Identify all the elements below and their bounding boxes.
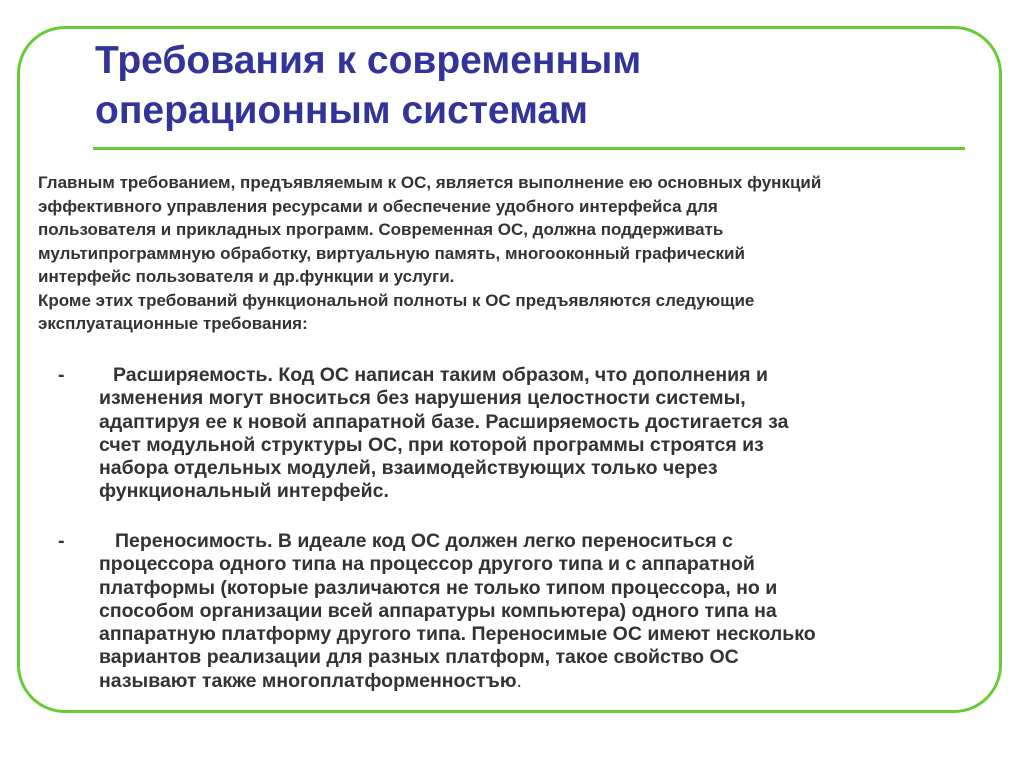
title-line: Требования к современным: [95, 39, 642, 82]
intro-line: Главным требованием, предъявляемым к ОС, является выполнение ею основных функций: [38, 173, 822, 192]
bullet-line: платформы (которые различаются не только типом процессора, но и: [99, 576, 778, 599]
bullet-extensibility: [58, 364, 978, 504]
trailing-period: .: [516, 669, 522, 692]
bullet-line: Переносимость. В идеале код ОС должен легко переноситься с: [115, 530, 733, 552]
bullet-dash: -: [58, 364, 65, 386]
bullet-line-text: называют также многоплатформенностъю: [99, 669, 517, 692]
intro-line: эффективного управления ресурсами и обеспечение удобного интерфейса для: [38, 196, 718, 216]
intro-paragraph: [38, 171, 978, 336]
bullet-line: способом организации всей аппаратуры компьютера) одного типа на: [99, 599, 777, 622]
bullet-line-last: [58, 670, 978, 693]
intro-line: пользователя и прикладных программ. Современная ОС, должна поддерживать: [38, 220, 724, 239]
title-line: операционным системам: [95, 89, 588, 132]
slide-title: [95, 36, 955, 136]
bullet-line: Расширяемость. Код ОС написан таким образом, что дополнения и: [113, 364, 768, 386]
intro-line: мультипрограммную обработку, виртуальную память, многооконный графический: [38, 243, 745, 263]
bullet-line: функциональный интерфейс.: [99, 480, 389, 503]
title-underline: [93, 147, 965, 150]
bullet-dash: -: [58, 530, 65, 552]
bullet-line: изменения могут вноситься без нарушения целостности системы,: [99, 387, 746, 410]
intro-line: интерфейс пользователя и др.функции и услуги.: [38, 267, 455, 286]
bullet-line: счет модульной структуры ОС, при которой программы строятся из: [99, 433, 764, 456]
bullet-portability: [58, 530, 978, 693]
bullet-line: аппаратную платформу другого типа. Переносимые ОС имеют несколько: [99, 623, 816, 646]
bullet-line: набора отдельных модулей, взаимодействующих только через: [99, 457, 718, 480]
intro-line: эксплуатационные требования:: [38, 314, 308, 333]
bullet-line: вариантов реализации для разных платформ, такое свойство ОС: [99, 646, 739, 669]
bullet-line: процессора одного типа на процессор другого типа и с аппаратной: [99, 553, 755, 576]
bullet-line: адаптируя ее к новой аппаратной базе. Расширяемость достигается за: [99, 410, 789, 433]
intro-line: Кроме этих требований функциональной полноты к ОС предъявляются следующие: [38, 290, 755, 310]
